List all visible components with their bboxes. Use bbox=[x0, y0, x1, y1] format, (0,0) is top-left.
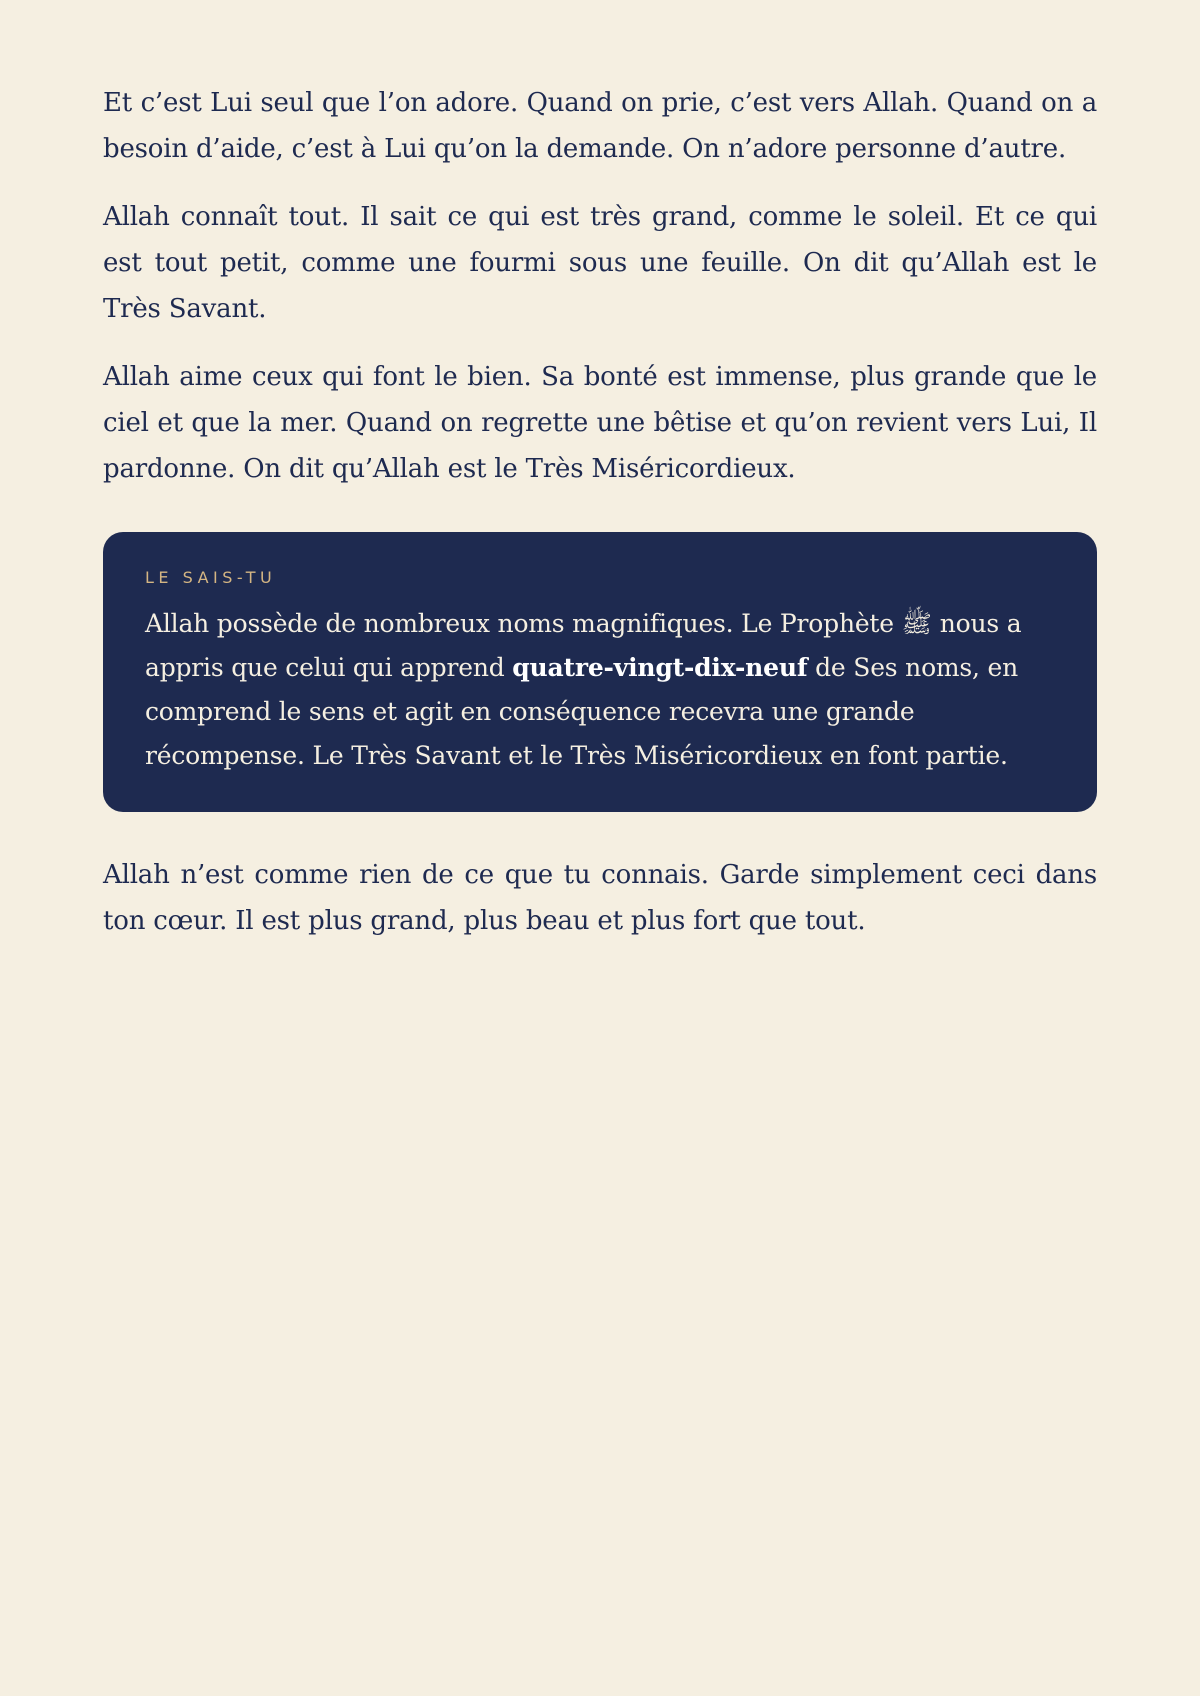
callout-text-before: Allah possède de nombreux noms magnifiques. Le Prophète ﷺ nous a appris que celui qui apprend bbox=[145, 609, 1022, 682]
callout-text bbox=[145, 602, 1055, 778]
callout-text-after: de Ses noms, en comprend le sens et agit en conséquence recevra une grande récompense. Le Très Savant et le Très Miséricordieux en font partie. bbox=[145, 653, 1019, 770]
paragraph-merciful: Allah aime ceux qui font le bien. Sa bonté est immense, plus grande que le ciel et que la mer. Quand on regrette une bêtise et qu’on revient vers Lui, Il pardonne. On dit qu’Allah est le Très Miséricordieux. bbox=[103, 362, 1097, 484]
paragraph-all-knowing: Allah connaît tout. Il sait ce qui est très grand, comme le soleil. Et ce qui est tout petit, comme une fourmi sous une feuille. On dit qu’Allah est le Très Savant. bbox=[103, 202, 1097, 324]
did-you-know-box bbox=[103, 532, 1097, 812]
callout-text-bold: quatre-vingt-dix-neuf bbox=[512, 653, 808, 682]
callout-label: LE SAIS-TU bbox=[145, 568, 277, 587]
paragraph-closing: Allah n’est comme rien de ce que tu connais. Garde simplement ceci dans ton cœur. Il est plus grand, plus beau et plus fort que tout. bbox=[103, 860, 1097, 936]
paragraph-worship: Et c’est Lui seul que l’on adore. Quand on prie, c’est vers Allah. Quand on a besoin d’aide, c’est à Lui qu’on la demande. On n’adore personne d’autre. bbox=[103, 88, 1097, 164]
